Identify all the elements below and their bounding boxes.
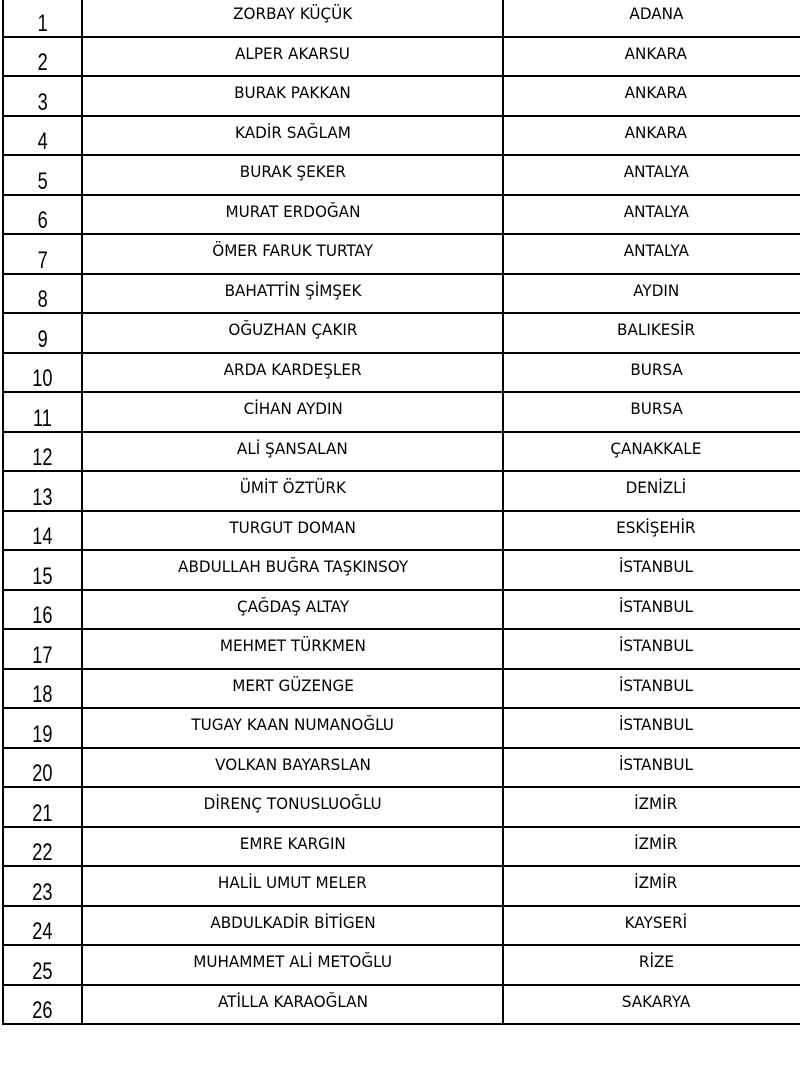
city-name: BURSA [629,359,683,379]
row-number: 2 [37,49,48,76]
row-number-cell [8,37,78,77]
row-number: 14 [32,523,53,550]
name-cell [82,471,503,511]
city-name: ANTALYA [623,201,689,221]
table-row [3,274,800,314]
row-number: 9 [37,325,48,353]
table-row [3,353,800,393]
person-name: DİRENÇ TONUSLUOĞLU [203,794,382,813]
person-name: BURAK PAKKAN [234,83,352,102]
table-row [3,748,800,788]
row-number-cell [8,550,78,590]
city-cell [503,116,800,156]
person-name: MURAT ERDOĞAN [225,201,361,221]
table-row [3,0,800,37]
person-name: ABDULKADİR BİTİGEN [210,912,376,932]
name-cell [82,945,503,985]
name-cell [82,511,503,551]
city-cell [503,76,800,116]
city-name: İSTANBUL [619,636,694,655]
person-name: OĞUZHAN ÇAKIR [228,320,358,339]
person-name: MERT GÜZENGE [231,675,354,695]
row-number: 12 [32,444,53,471]
city-name: RİZE [638,952,674,971]
row-number-cell [8,234,78,274]
row-number: 6 [37,207,48,234]
row-number-cell [8,432,78,472]
table-row [3,511,800,551]
city-name: İZMİR [634,833,678,853]
city-name: BALIKESİR [617,320,696,339]
person-name: TUGAY KAAN NUMANOĞLU [191,715,394,734]
person-name: ABDULLAH BUĞRA TAŞKINSOY [177,557,408,576]
name-cell [82,116,503,156]
city-name: ANKARA [624,83,688,102]
table-row [3,76,800,116]
person-name: CİHAN AYDIN [243,399,343,418]
row-number-cell [8,866,78,906]
row-number-cell [8,748,78,788]
city-cell [503,708,800,748]
row-number-cell [8,195,78,235]
city-cell [503,866,800,906]
name-cell [82,866,503,906]
name-cell [82,787,503,827]
city-name: İZMİR [634,873,678,892]
row-number: 19 [32,720,53,748]
name-cell [82,629,503,669]
table-row [3,155,800,195]
row-number: 17 [32,641,53,669]
row-number: 26 [32,997,53,1024]
name-cell [82,274,503,314]
name-cell [82,550,503,590]
table-body [3,0,800,1024]
table-row [3,866,800,906]
person-name: MUHAMMET ALİ METOĞLU [193,952,393,971]
row-number-cell [8,353,78,393]
table-row [3,985,800,1025]
row-number: 18 [32,681,53,708]
person-name: MEHMET TÜRKMEN [219,636,366,655]
name-cell [82,155,503,195]
table-row [3,945,800,985]
row-number: 5 [37,167,48,195]
row-number-cell [8,629,78,669]
table-row [3,195,800,235]
row-number: 13 [32,483,53,511]
row-number-cell [8,906,78,946]
row-number-cell [8,708,78,748]
city-cell [503,313,800,353]
name-city-table [2,0,800,1025]
city-name: İSTANBUL [619,754,694,774]
city-cell [503,471,800,511]
row-number: 25 [32,957,53,985]
row-number: 23 [32,878,53,906]
city-name: İSTANBUL [619,675,694,695]
city-cell [503,787,800,827]
city-name: SAKARYA [621,991,691,1011]
person-name: EMRE KARGIN [239,833,346,853]
table-row [3,669,800,709]
city-cell [503,985,800,1025]
city-cell [503,590,800,630]
row-number-cell [8,985,78,1025]
row-number: 20 [32,760,53,787]
table-row [3,116,800,156]
row-number-cell [8,945,78,985]
name-cell [82,985,503,1025]
table-row [3,432,800,472]
name-cell [82,432,503,472]
city-cell [503,195,800,235]
city-cell [503,945,800,985]
city-cell [503,392,800,432]
city-cell [503,432,800,472]
city-name: ANTALYA [623,162,689,181]
name-cell [82,708,503,748]
row-number-cell [8,471,78,511]
city-cell [503,155,800,195]
person-name: ÖMER FARUK TURTAY [212,241,374,260]
row-number: 4 [37,128,48,155]
person-name: BAHATTİN ŞİMŞEK [224,280,362,300]
table-row [3,708,800,748]
table-row [3,629,800,669]
city-name: İSTANBUL [619,715,694,734]
city-name: ANTALYA [623,241,689,260]
table-row [3,471,800,511]
name-cell [82,827,503,867]
city-name: ADANA [629,4,684,23]
name-cell [82,590,503,630]
city-cell [503,511,800,551]
city-name: ANKARA [624,122,688,142]
table-row [3,550,800,590]
row-number: 1 [37,9,48,37]
city-name: İSTANBUL [619,596,694,616]
row-number-cell [8,392,78,432]
row-number: 7 [37,246,48,274]
city-cell [503,353,800,393]
city-name: ÇANAKKALE [610,438,702,458]
table-row [3,392,800,432]
row-number-cell [8,787,78,827]
person-name: ARDA KARDEŞLER [223,359,362,379]
name-cell [82,313,503,353]
row-number: 11 [33,404,53,432]
city-name: BURSA [629,399,683,418]
table-row [3,787,800,827]
city-cell [503,827,800,867]
city-cell [503,629,800,669]
table-row [3,234,800,274]
city-cell [503,37,800,77]
row-number: 21 [32,799,53,827]
city-name: DENİZLİ [625,478,687,497]
person-name: TURGUT DOMAN [229,517,356,537]
city-cell [503,748,800,788]
city-cell [503,669,800,709]
row-number-cell [8,590,78,630]
row-number: 15 [32,562,53,590]
row-number-cell [8,511,78,551]
row-number-cell [8,116,78,156]
row-number-cell [8,313,78,353]
city-name: AYDIN [633,280,680,300]
row-number: 24 [32,918,53,945]
name-cell [82,392,503,432]
row-number-cell [8,76,78,116]
row-number: 16 [32,602,53,629]
name-cell [82,234,503,274]
table-row [3,590,800,630]
row-number-cell [8,274,78,314]
city-name: İZMİR [634,794,678,813]
row-number-cell [8,0,78,37]
person-name: KADİR SAĞLAM [234,122,351,142]
city-cell [503,234,800,274]
person-name: ATİLLA KARAOĞLAN [217,991,368,1011]
row-number: 10 [32,365,53,392]
row-number: 3 [37,88,48,116]
city-name: KAYSERİ [624,912,688,932]
name-cell [82,195,503,235]
city-cell [503,0,800,37]
person-name: ZORBAY KÜÇÜK [233,4,353,23]
city-cell [503,274,800,314]
row-number-cell [8,669,78,709]
name-cell [82,669,503,709]
row-number-cell [8,155,78,195]
table-row [3,827,800,867]
city-name: ESKİŞEHİR [616,517,696,537]
table-row [3,906,800,946]
name-cell [82,0,503,37]
person-name: ÜMİT ÖZTÜRK [239,478,346,497]
person-name: HALİL UMUT MELER [218,873,368,892]
table-row [3,37,800,77]
city-cell [503,550,800,590]
row-number-cell [8,827,78,867]
person-name: ALPER AKARSU [235,43,351,63]
row-number: 8 [37,286,48,313]
city-cell [503,906,800,946]
person-name: ÇAĞDAŞ ALTAY [236,596,349,616]
person-name: VOLKAN BAYARSLAN [214,754,371,774]
person-name: ALİ ŞANSALAN [237,438,349,458]
city-name: İSTANBUL [619,557,694,576]
city-name: ANKARA [624,43,688,63]
table-row [3,313,800,353]
person-name: BURAK ŞEKER [239,162,346,181]
name-cell [82,353,503,393]
name-cell [82,748,503,788]
name-cell [82,906,503,946]
name-cell [82,37,503,77]
row-number: 22 [32,839,53,866]
name-cell [82,76,503,116]
